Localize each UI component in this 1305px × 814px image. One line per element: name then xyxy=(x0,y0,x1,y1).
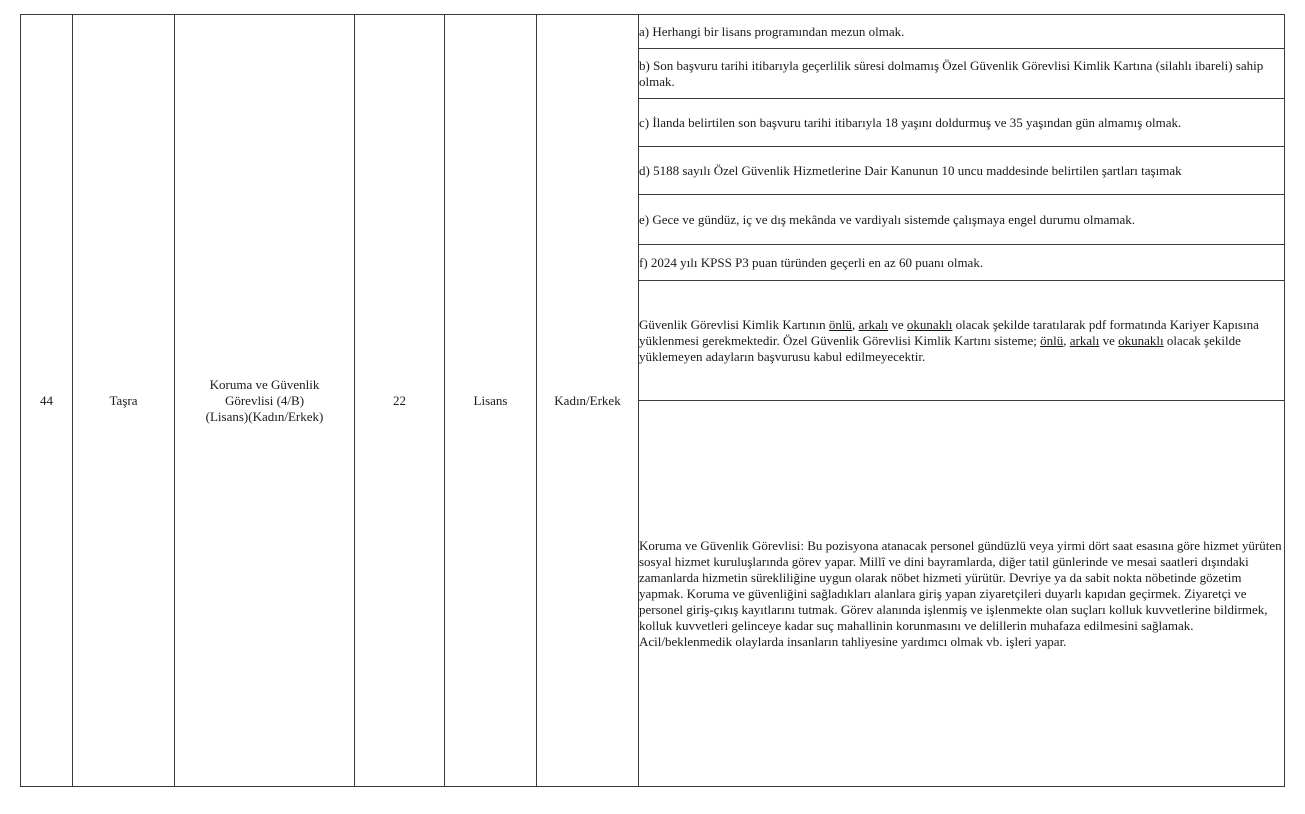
note-underline-front: önlü xyxy=(828,316,853,332)
cell-education-level: Lisans xyxy=(445,15,537,787)
requirement-b: b) Son başvuru tarihi itibarıyla geçerlilik süresi dolmamış Özel Güvenlik Görevlisi Kimlik Kartına (silahlı ibareli) sahip olmak. xyxy=(639,49,1285,99)
cell-position-title xyxy=(175,15,355,787)
requirement-a: a) Herhangi bir lisans programından mezun olmak. xyxy=(639,15,1285,49)
cell-location: Taşra xyxy=(73,15,175,787)
requirement-e: e) Gece ve gündüz, iç ve dış mekânda ve vardiyalı sistemde çalışmaya engel durumu olmamak. xyxy=(639,195,1285,245)
id-card-upload-note xyxy=(639,281,1285,401)
note-text-1: Güvenlik Görevlisi Kimlik Kartının xyxy=(639,316,829,332)
job-description: Koruma ve Güvenlik Görevlisi: Bu pozisyona atanacak personel gündüzlü veya yirmi dört saat esasına göre hizmet yürüten sosyal hizmet kuruluşlarında görev yapar. Millî ve dini bayramlarda, diğer tatil günlerinde ve mesai saatleri dışındaki zamanlarda hizmetin sürekliliğine uygun olarak nöbet hizmeti yürütür. Devriye ya da sabit nokta nöbetinde gözetim yapmak. Koruma ve güvenliğini sağladıkları alanlara giriş yapan ziyaretçileri duyarlı kapıdan geçirmek. Ziyaretçi ve personel giriş-çıkış kayıtlarını tutmak. Görev alanında işlenmiş ve işlenmekte olan suçları kolluk kuvvetlerine bildirmek, kolluk kuvvetleri gelinceye kadar suç mahallinin korunmasını ve delillerin muhafaza edilmesini sağlamak. Acil/beklenmedik olaylarda insanların tahliyesine yardımcı olmak vb. işleri yapar. xyxy=(639,401,1285,787)
note-underline-legible: okunaklı xyxy=(906,316,953,332)
requirement-f: f) 2024 yılı KPSS P3 puan türünden geçerli en az 60 puanı olmak. xyxy=(639,245,1285,281)
note-underline-back-2: arkalı xyxy=(1069,332,1100,348)
note-underline-back: arkalı xyxy=(858,316,889,332)
cell-position-count: 22 xyxy=(355,15,445,787)
cell-gender: Kadın/Erkek xyxy=(537,15,639,787)
requirement-d: d) 5188 sayılı Özel Güvenlik Hizmetlerine Dair Kanunun 10 uncu maddesinde belirtilen şartları taşımak xyxy=(639,147,1285,195)
note-underline-front-2: önlü xyxy=(1040,332,1064,348)
note-text-6: ve xyxy=(1099,332,1119,348)
position-title-line-3: (Lisans)(Kadın/Erkek) xyxy=(205,408,324,424)
note-text-2: , xyxy=(852,316,859,332)
note-text-3: ve xyxy=(888,316,907,332)
position-title-line-1: Koruma ve Güvenlik xyxy=(209,376,320,392)
requirement-c: c) İlanda belirtilen son başvuru tarihi itibarıyla 18 yaşını doldurmuş ve 35 yaşından gün almamış olmak. xyxy=(639,99,1285,147)
note-text-7: olacak şekilde yüklemeyen adayların başvurusu kabul edilmeyecektir. xyxy=(639,332,1241,364)
position-title-line-2: Görevlisi (4/B) xyxy=(224,392,305,408)
cell-row-number: 44 xyxy=(21,15,73,787)
position-table xyxy=(20,14,1285,787)
note-text-5: , xyxy=(1063,332,1070,348)
note-text-4: olacak şekilde taratılarak pdf formatında Kariyer Kapısına yüklenmesi gerekmektedir. Özel Güvenlik Görevlisi Kimlik Kartını sisteme; xyxy=(639,316,1259,348)
note-underline-legible-2: okunaklı xyxy=(1118,332,1164,348)
